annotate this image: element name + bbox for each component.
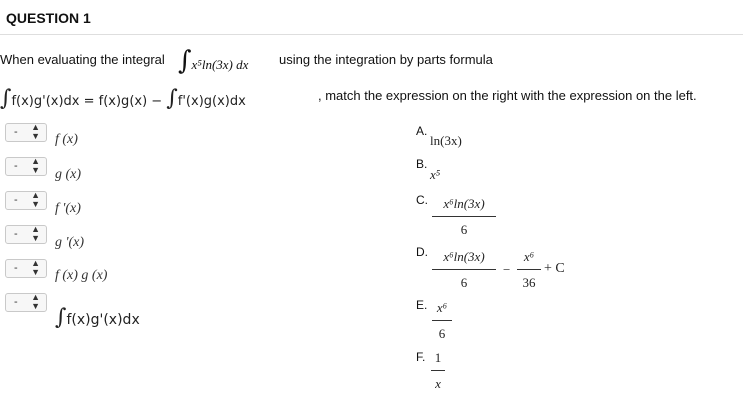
option-a-expression: ln(3x) [430,133,462,148]
option-e-letter: E. [416,298,428,312]
match-select-6[interactable]: - ▲ ▼ [5,293,47,312]
updown-arrows-icon: ▲ ▼ [31,258,40,277]
updown-arrows-icon: ▲ ▼ [31,156,40,175]
prompt-text-after: using the integration by parts formula [279,52,493,67]
left-expression-6: ∫f(x)g'(x)dx [55,305,140,330]
updown-arrows-icon: ▲ ▼ [31,292,40,311]
option-b-letter: B. [416,157,428,171]
option-d-fraction-2: x⁶ 36 [517,249,541,291]
prompt-line-1 [0,52,165,67]
option-f-letter: F. [416,350,426,364]
option-c-fraction: x⁶ln(3x) 6 [432,196,496,238]
integral-sign-icon: ∫ [166,86,178,111]
match-select-3[interactable]: - ▲ ▼ [5,191,47,210]
match-select-4[interactable]: - ▲ ▼ [5,225,47,244]
left-expression-3: f '(x) [55,201,81,216]
option-e-fraction: x⁶ 6 [432,300,452,342]
match-select-2[interactable]: - ▲ ▼ [5,157,47,176]
option-d-constant: + C [544,261,565,276]
option-d-letter: D. [416,245,428,259]
option-d-minus: − [503,262,511,277]
match-select-5[interactable]: - ▲ ▼ [5,259,47,278]
updown-arrows-icon: ▲ ▼ [31,122,40,141]
prompt-text-before: When evaluating the integral [0,52,165,67]
option-a-letter: A. [416,124,428,138]
question-title: QUESTION 1 [6,10,91,26]
integral-sign-icon: ∫ [55,305,67,330]
integral-sign-icon: ∫ [178,46,192,76]
left-expression-2: g (x) [55,167,82,182]
updown-arrows-icon: ▲ ▼ [31,190,40,209]
left-expression-1: f (x) [55,132,78,147]
match-select-1[interactable]: - ▲ ▼ [5,123,47,142]
question-header [0,0,743,35]
prompt-instruction: , match the expression on the right with the expression on the left. [318,88,697,103]
option-b-expression: x⁵ [430,167,441,182]
updown-arrows-icon: ▲ ▼ [31,224,40,243]
integral-sign-icon: ∫ [0,86,12,111]
parts-formula: ∫f(x)g'(x)dx = f(x)g(x) − ∫f'(x)g(x)dx [0,86,246,111]
option-c-letter: C. [416,193,428,207]
left-expression-5: f (x) g (x) [55,268,108,283]
integral-expression: ∫x⁵ln(3x) dx [178,46,249,76]
option-f-fraction: 1 x [431,350,445,392]
option-d-fraction-1: x⁶ln(3x) 6 [432,249,496,291]
left-expression-4: g '(x) [55,235,85,250]
